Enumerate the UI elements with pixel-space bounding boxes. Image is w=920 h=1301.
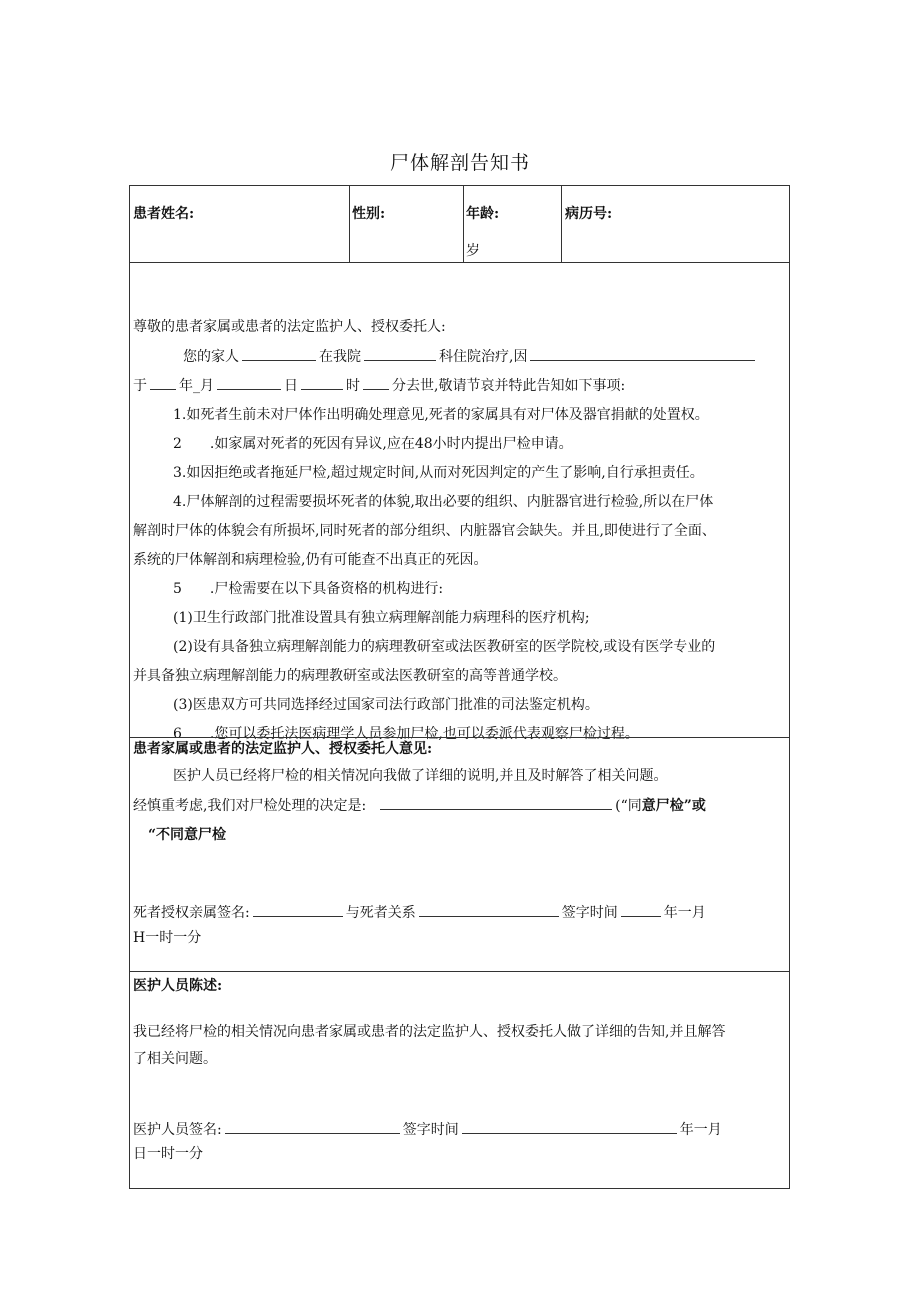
staff-statement-cont: 了相关问题。 — [133, 1051, 217, 1067]
row-divider — [130, 971, 789, 972]
family-decision-line: 经慎重考虑,我们对尸检处理的决定是: (“同意尸检”或 — [133, 795, 706, 816]
institution-item-3: (3)医患双方可共同选择经过国家司法行政部门批准的司法鉴定机构。 — [173, 697, 599, 713]
family-signature-line: 死者授权亲属签名: 与死者关系 签字时间 年一月 — [133, 902, 706, 923]
day-blank[interactable] — [301, 375, 343, 390]
notice-line-2: 于 年_月 日 时 分去世,敬请节哀并特此告知如下事项: — [133, 375, 625, 396]
staff-time-blank[interactable] — [462, 1119, 677, 1134]
notice-item-6: 6 .您可以委托法医病理学人员参加尸检,也可以委派代表观察尸检过程。 — [173, 726, 639, 742]
notice-item-3: 3.如因拒绝或者拖延尸检,超过规定时间,从而对死因判定的产生了影响,自行承担责任。 — [173, 465, 704, 481]
month-blank[interactable] — [217, 375, 281, 390]
staff-signature-blank[interactable] — [225, 1119, 400, 1134]
institution-item-2-cont: 并具备独立病理解剖能力的病理教研室或法医教研室的高等普通学校。 — [133, 668, 567, 684]
column-divider — [463, 186, 464, 262]
family-signature-blank[interactable] — [253, 902, 343, 917]
decision-option-disagree: “不同意尸检 — [148, 827, 227, 843]
family-signature-time: H一时一分 — [133, 930, 202, 946]
gender-label: 性别: — [352, 206, 386, 222]
salutation: 尊敬的患者家属或患者的法定监护人、授权委托人: — [133, 319, 446, 335]
record-number-label: 病历号: — [565, 206, 613, 222]
notice-item-5: 5 .尸检需要在以下具备资格的机构进行: — [173, 581, 444, 597]
department-blank[interactable] — [364, 346, 436, 361]
year-blank[interactable] — [150, 375, 176, 390]
family-statement: 医护人员已经将尸检的相关情况向我做了详细的说明,并且及时解答了相关问题。 — [173, 768, 668, 784]
page-title: 尸体解剖告知书 — [389, 152, 530, 174]
decision-blank[interactable] — [380, 795, 612, 810]
family-time-blank[interactable] — [621, 902, 661, 917]
consent-form-table — [129, 185, 790, 1189]
institution-item-2: (2)设有具备独立病理解剖能力的病理教研室或法医教研室的医学院校,或设有医学专业的 — [173, 639, 716, 655]
staff-statement-heading: 医护人员陈述: — [133, 978, 223, 994]
row-divider — [130, 262, 789, 263]
staff-statement: 我已经将尸检的相关情况向患者家属或患者的法定监护人、授权委托人做了详细的告知,并且解答 — [133, 1024, 726, 1040]
column-divider — [561, 186, 562, 262]
notice-item-4-cont: 系统的尸体解剖和病理检验,仍有可能查不出真正的死因。 — [133, 552, 488, 568]
staff-signature-time: 日一时一分 — [133, 1146, 203, 1162]
minute-blank[interactable] — [363, 375, 389, 390]
relation-blank[interactable] — [419, 902, 559, 917]
notice-item-4: 4.尸体解剖的过程需要损坏死者的体貌,取出必要的组织、内脏器官进行检验,所以在尸体 — [173, 494, 714, 510]
staff-signature-line: 医护人员签名: 签字时间 年一月 — [133, 1119, 722, 1140]
cause-blank[interactable] — [530, 346, 755, 361]
age-unit: 岁 — [466, 243, 480, 259]
age-label: 年龄: — [466, 206, 500, 222]
family-member-blank[interactable] — [242, 346, 316, 361]
notice-item-1: 1.如死者生前未对尸体作出明确处理意见,死者的家属具有对尸体及器官捐献的处置权。 — [173, 407, 709, 423]
family-opinion-heading: 患者家属或患者的法定监护人、授权委托人意见: — [133, 741, 433, 757]
patient-name-label: 患者姓名: — [133, 206, 195, 222]
notice-line-1: 您的家人 在我院 科住院治疗,因 — [183, 346, 758, 367]
institution-item-1: (1)卫生行政部门批准设置具有独立病理解剖能力病理科的医疗机构; — [173, 610, 590, 626]
row-divider — [130, 737, 789, 738]
notice-item-4-cont: 解剖时尸体的体貌会有所损坏,同时死者的部分组织、内脏器官会缺失。并且,即使进行了全面、 — [133, 523, 716, 539]
notice-item-2: 2 .如家属对死者的死因有异议,应在48小时内提出尸检申请。 — [173, 436, 573, 452]
column-divider — [349, 186, 350, 262]
